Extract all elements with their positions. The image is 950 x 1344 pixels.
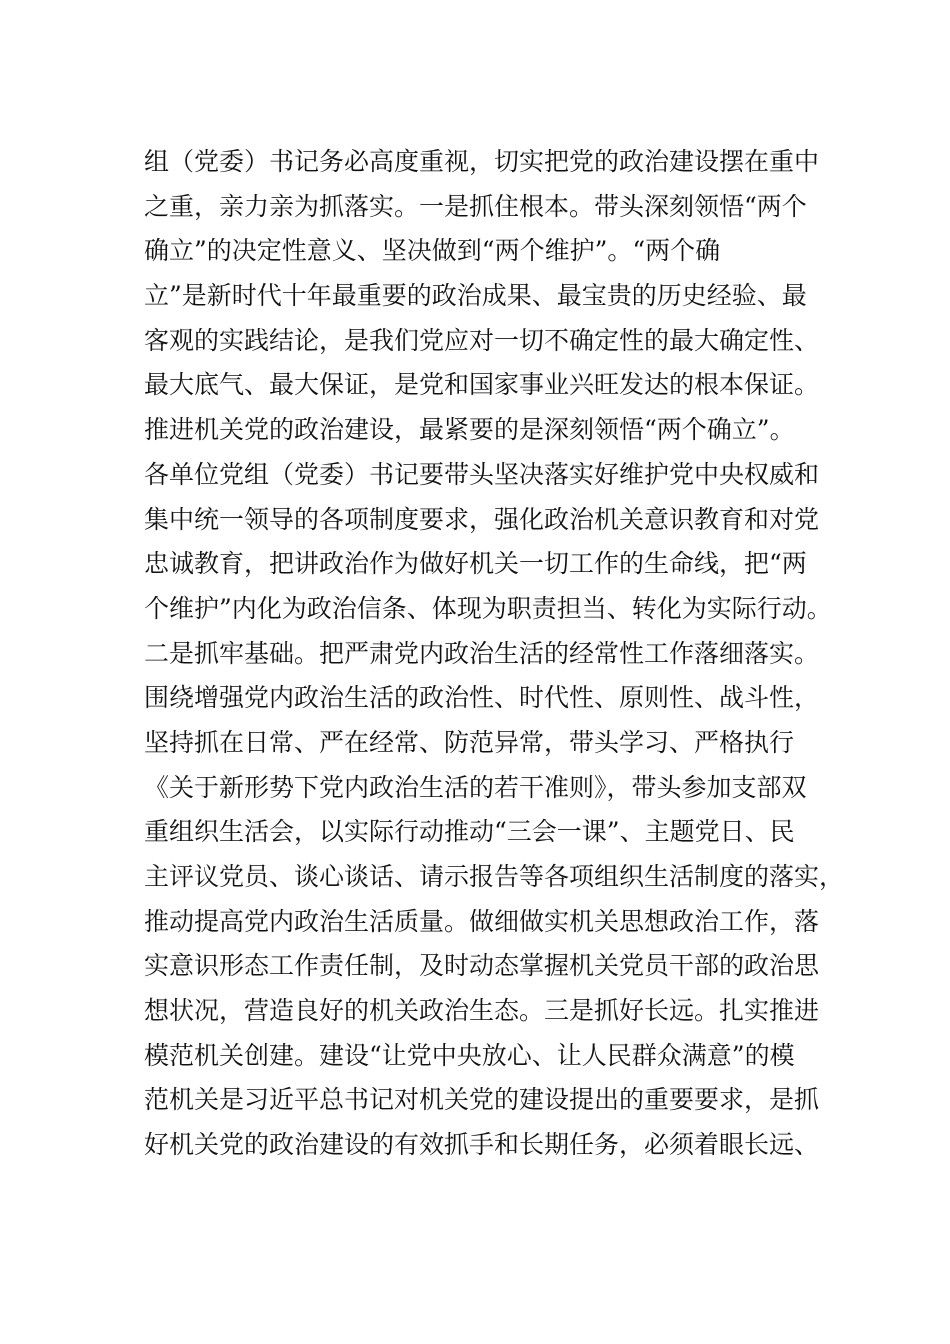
text-line: 个维护”内化为政治信条、体现为职责担当、转化为实际行动。 [144, 593, 832, 623]
text-line: 想状况，营造良好的机关政治生态。三是抓好长远。扎实推进 [144, 996, 820, 1026]
text-line: 之重，亲力亲为抓落实。一是抓住根本。带头深刻领悟“两个 [144, 191, 807, 221]
text-line: 《关于新形势下党内政治生活的若干准则》，带头参加支部双 [144, 772, 807, 802]
text-line: 坚持抓在日常、严在经常、防范异常，带头学习、严格执行 [144, 727, 795, 757]
text-line: 立”是新时代十年最重要的政治成果、最宝贵的历史经验、最 [144, 281, 807, 311]
text-line: 好机关党的政治建设的有效抓手和长期任务，必须着眼长远、 [144, 1130, 820, 1160]
text-line: 组（党委）书记务必高度重视，切实把党的政治建设摆在重中 [144, 147, 820, 176]
text-line: 实意识形态工作责任制，及时动态掌握机关党员干部的政治思 [144, 951, 820, 981]
text-line: 重组织生活会，以实际行动推动“三会一课”、主题党日、民 [144, 817, 795, 847]
text-line: 最大底气、最大保证，是党和国家事业兴旺发达的根本保证。 [144, 370, 820, 400]
text-line: 客观的实践结论，是我们党应对一切不确定性的最大确定性、 [144, 325, 820, 355]
text-line: 集中统一领导的各项制度要求，强化政治机关意识教育和对党 [144, 504, 820, 534]
text-line: 主评议党员、谈心谈话、请示报告等各项组织生活制度的落实， [144, 862, 844, 891]
text-line: 推进机关党的政治建设，最紧要的是深刻领悟“两个确立”。 [144, 415, 795, 445]
body-text [144, 140, 844, 1168]
text-line: 忠诚教育，把讲政治作为做好机关一切工作的生命线，把“两 [144, 549, 807, 579]
text-line: 范机关是习近平总书记对机关党的建设提出的重要要求，是抓 [144, 1085, 820, 1115]
text-line: 确立”的决定性意义、坚决做到“两个维护”。“两个确 [144, 236, 721, 266]
text-line: 围绕增强党内政治生活的政治性、时代性、原则性、战斗性， [144, 683, 820, 713]
text-line: 模范机关创建。建设“让党中央放心、让人民群众满意”的模 [144, 1040, 795, 1070]
text-line: 推动提高党内政治生活质量。做细做实机关思想政治工作，落 [144, 906, 820, 936]
text-line: 各单位党组（党委）书记要带头坚决落实好维护党中央权威和 [144, 459, 820, 489]
text-line: 二是抓牢基础。把严肃党内政治生活的经常性工作落细落实。 [144, 638, 820, 668]
